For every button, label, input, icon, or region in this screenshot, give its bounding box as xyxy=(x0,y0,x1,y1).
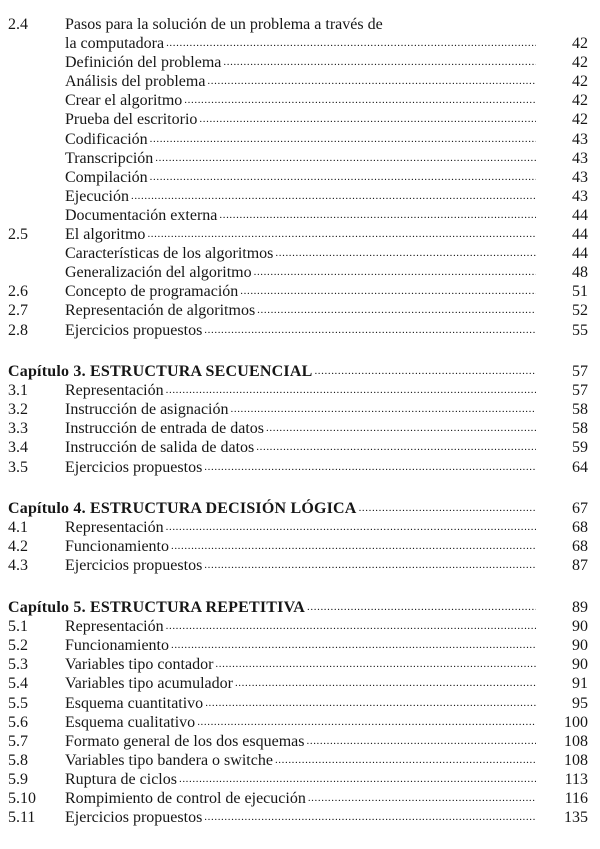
section-number: 3.4 xyxy=(8,439,28,457)
entry-title: Instrucción de asignación xyxy=(65,401,229,419)
entry-title: Rompimiento de control de ejecución xyxy=(65,789,306,807)
dot-leader xyxy=(205,694,536,713)
toc-entry xyxy=(8,225,588,244)
toc-entry xyxy=(8,72,588,91)
dot-leader xyxy=(307,732,537,751)
section-number: 5.2 xyxy=(8,637,28,655)
section-number: 2.5 xyxy=(8,226,28,244)
toc-entry xyxy=(8,34,588,53)
dot-leader xyxy=(150,130,536,149)
dot-leader xyxy=(204,556,536,575)
toc-entry xyxy=(8,15,588,34)
section-number: 5.3 xyxy=(8,656,28,674)
dot-leader xyxy=(257,301,536,320)
page-number: 58 xyxy=(572,401,588,419)
toc-entry xyxy=(8,770,588,789)
toc-entry xyxy=(8,537,588,556)
dot-leader xyxy=(215,655,536,674)
dot-leader xyxy=(204,321,536,340)
dot-leader xyxy=(199,110,536,129)
dot-leader xyxy=(155,149,536,168)
entry-title: Capítulo 3. ESTRUCTURA SECUENCIAL xyxy=(8,363,313,381)
section-number: 5.4 xyxy=(8,675,28,693)
toc-entry xyxy=(8,655,588,674)
page-number: 68 xyxy=(572,519,588,537)
page-number: 44 xyxy=(572,245,588,263)
entry-title: la computadora xyxy=(65,35,165,53)
section-number: 5.1 xyxy=(8,618,28,636)
page-number: 44 xyxy=(572,206,588,224)
entry-title: Características de los algoritmos xyxy=(65,245,274,263)
entry-title: Representación xyxy=(65,618,164,636)
toc-entry xyxy=(8,458,588,477)
page-number: 59 xyxy=(572,439,588,457)
dot-leader xyxy=(254,263,536,282)
page-number: 100 xyxy=(564,713,588,731)
dot-leader xyxy=(204,458,536,477)
entry-title: Representación xyxy=(65,519,164,537)
dot-leader xyxy=(308,789,536,808)
toc-entry xyxy=(8,263,588,282)
page-number: 90 xyxy=(572,637,588,655)
page-number: 90 xyxy=(572,618,588,636)
dot-leader xyxy=(179,770,536,789)
page-number: 68 xyxy=(572,538,588,556)
page-number: 58 xyxy=(572,420,588,438)
toc-chapter-entry xyxy=(8,598,588,617)
section-number: 2.6 xyxy=(8,283,28,301)
dot-leader xyxy=(131,187,536,206)
dot-leader xyxy=(231,400,537,419)
page-number: 64 xyxy=(572,458,588,476)
page-number: 91 xyxy=(572,675,588,693)
page-number: 42 xyxy=(572,54,588,72)
page-number: 51 xyxy=(572,283,588,301)
section-number: 4.1 xyxy=(8,519,28,537)
entry-title: Variables tipo bandera o switche xyxy=(65,751,273,769)
page-number: 43 xyxy=(572,168,588,186)
page-number: 57 xyxy=(572,363,588,381)
entry-title: Instrucción de salida de datos xyxy=(65,439,255,457)
dot-leader xyxy=(150,168,536,187)
entry-title: Prueba del escritorio xyxy=(65,111,198,129)
toc-chapter-entry xyxy=(8,499,588,518)
section-number: 2.7 xyxy=(8,302,28,320)
entry-title: Ejecución xyxy=(65,187,129,205)
toc-chapter-entry xyxy=(8,362,588,381)
toc-entry xyxy=(8,732,588,751)
entry-title: Capítulo 4. ESTRUCTURA DECISIÓN LÓGICA xyxy=(8,500,357,518)
entry-title: Codificación xyxy=(65,130,148,148)
page-number: 52 xyxy=(572,302,588,320)
dot-leader xyxy=(385,15,536,34)
page-number: 108 xyxy=(564,751,588,769)
entry-title: Variables tipo acumulador xyxy=(65,675,233,693)
entry-title: Esquema cuantitativo xyxy=(65,694,204,712)
section-number: 5.6 xyxy=(8,713,28,731)
page-number: 48 xyxy=(572,264,588,282)
toc-entry xyxy=(8,789,588,808)
page-number: 67 xyxy=(572,500,588,518)
entry-title: Definición del problema xyxy=(65,54,222,72)
entry-title: Transcripción xyxy=(65,149,154,167)
page-number: 44 xyxy=(572,226,588,244)
entry-title: Pasos para la solución de un problema a través de xyxy=(65,16,383,33)
entry-title: Funcionamiento xyxy=(65,637,169,655)
entry-title: Ejercicios propuestos xyxy=(65,321,203,339)
toc-entry xyxy=(8,636,588,655)
entry-title: Representación xyxy=(65,382,164,400)
toc-entry xyxy=(8,149,588,168)
toc-entry xyxy=(8,91,588,110)
dot-leader xyxy=(359,499,536,518)
section-number: 5.7 xyxy=(8,732,28,750)
entry-title: Representación de algoritmos xyxy=(65,302,256,320)
entry-title: Compilación xyxy=(65,168,148,186)
dot-leader xyxy=(171,636,536,655)
section-number: 4.3 xyxy=(8,557,28,575)
toc-entry xyxy=(8,400,588,419)
dot-leader xyxy=(223,53,536,72)
toc-entry xyxy=(8,301,588,320)
toc-entry xyxy=(8,168,588,187)
toc-entry xyxy=(8,110,588,129)
page-number: 43 xyxy=(572,149,588,167)
toc-entry xyxy=(8,674,588,693)
toc-entry xyxy=(8,419,588,438)
entry-title: Variables tipo contador xyxy=(65,656,214,674)
dot-leader xyxy=(166,617,536,636)
page-number: 55 xyxy=(572,321,588,339)
page-number: 43 xyxy=(572,187,588,205)
entry-title: Concepto de programación xyxy=(65,283,239,301)
entry-title: Ejercicios propuestos xyxy=(65,557,203,575)
section-number: 5.8 xyxy=(8,751,28,769)
section-number: 5.5 xyxy=(8,694,28,712)
page-number: 42 xyxy=(572,35,588,53)
page-number: 89 xyxy=(572,599,588,617)
page-number: 87 xyxy=(572,557,588,575)
entry-title: Capítulo 5. ESTRUCTURA REPETITIVA xyxy=(8,599,306,617)
page-number: 116 xyxy=(564,789,588,807)
dot-leader xyxy=(307,598,536,617)
page-number: 43 xyxy=(572,130,588,148)
page-number: 42 xyxy=(572,73,588,91)
dot-leader xyxy=(184,91,536,110)
entry-title: Instrucción de entrada de datos xyxy=(65,420,265,438)
toc-entry xyxy=(8,617,588,636)
toc-entry xyxy=(8,206,588,225)
toc-entry xyxy=(8,130,588,149)
page-number: 95 xyxy=(572,694,588,712)
toc-entry xyxy=(8,808,588,827)
section-number: 5.10 xyxy=(8,789,36,807)
page-number: 42 xyxy=(572,111,588,129)
toc-entry xyxy=(8,694,588,713)
toc-entry xyxy=(8,556,588,575)
dot-leader xyxy=(147,225,536,244)
dot-leader xyxy=(166,518,536,537)
entry-title: Funcionamiento xyxy=(65,538,169,556)
section-number: 3.2 xyxy=(8,401,28,419)
page-number: 113 xyxy=(564,770,588,788)
entry-title: Esquema cualitativo xyxy=(65,713,196,731)
dot-leader xyxy=(219,206,536,225)
section-number: 5.9 xyxy=(8,770,28,788)
toc-entry xyxy=(8,751,588,770)
page-number: 108 xyxy=(564,732,588,750)
toc-entry xyxy=(8,187,588,206)
entry-title: Ejercicios propuestos xyxy=(65,458,203,476)
entry-title: El algoritmo xyxy=(65,226,146,244)
dot-leader xyxy=(166,34,536,53)
page-number: 42 xyxy=(572,92,588,110)
dot-leader xyxy=(166,381,536,400)
dot-leader xyxy=(235,674,536,693)
section-number: 3.5 xyxy=(8,458,28,476)
section-number: 4.2 xyxy=(8,538,28,556)
entry-title: Documentación externa xyxy=(65,206,218,224)
toc-entry xyxy=(8,321,588,340)
entry-title: Formato general de los dos esquemas xyxy=(65,732,305,750)
toc-entry xyxy=(8,282,588,301)
dot-leader xyxy=(204,808,536,827)
toc-entry xyxy=(8,244,588,263)
dot-leader xyxy=(256,438,536,457)
entry-title: Ejercicios propuestos xyxy=(65,809,203,827)
toc-entry xyxy=(8,53,588,72)
dot-leader xyxy=(171,537,536,556)
table-of-contents xyxy=(8,15,588,827)
section-number: 5.11 xyxy=(8,809,36,827)
toc-entry xyxy=(8,438,588,457)
page-number: 57 xyxy=(572,382,588,400)
entry-title: Ruptura de ciclos xyxy=(65,770,177,788)
dot-leader xyxy=(275,244,536,263)
section-number: 2.4 xyxy=(8,16,28,33)
page-number: 90 xyxy=(572,656,588,674)
page-number: 135 xyxy=(564,809,588,827)
dot-leader xyxy=(197,713,536,732)
entry-title: Generalización del algoritmo xyxy=(65,264,252,282)
section-number: 3.3 xyxy=(8,420,28,438)
section-number: 3.1 xyxy=(8,382,28,400)
toc-entry xyxy=(8,518,588,537)
dot-leader xyxy=(266,419,536,438)
dot-leader xyxy=(275,751,536,770)
dot-leader xyxy=(314,362,536,381)
dot-leader xyxy=(207,72,536,91)
dot-leader xyxy=(240,282,536,301)
entry-title: Análisis del problema xyxy=(65,73,206,91)
section-number: 2.8 xyxy=(8,321,28,339)
toc-entry xyxy=(8,713,588,732)
entry-title: Crear el algoritmo xyxy=(65,92,183,110)
toc-entry xyxy=(8,381,588,400)
